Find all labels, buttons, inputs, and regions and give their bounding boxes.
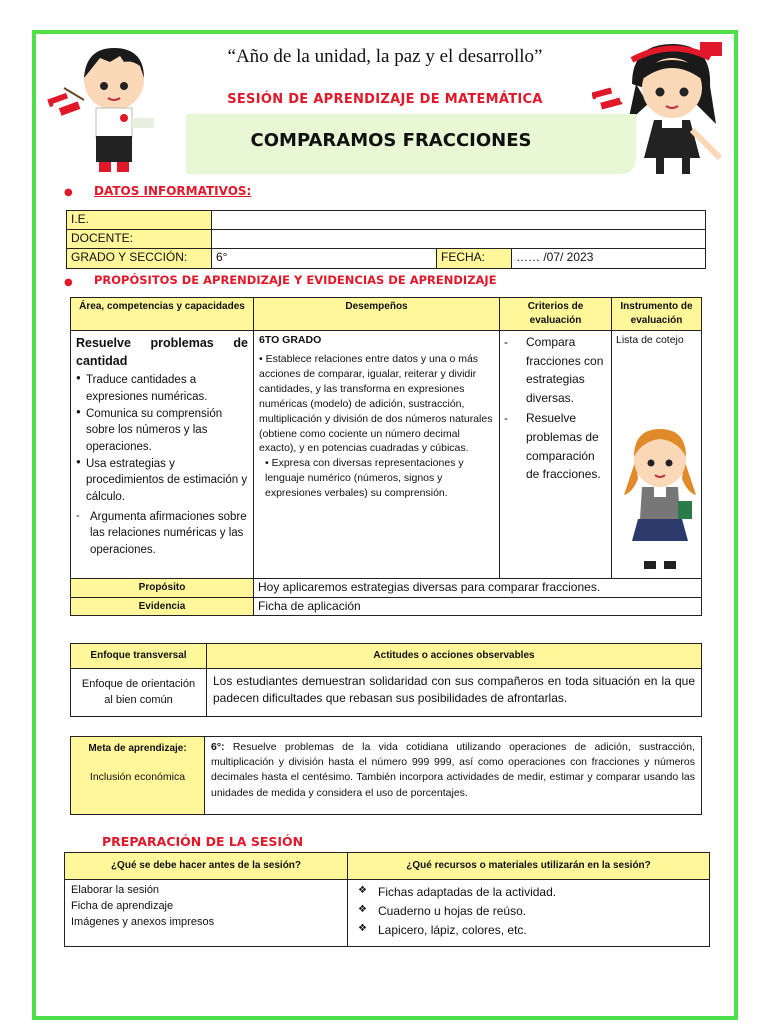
capacidad-dash-list: [76, 509, 248, 559]
evidencia-value: Ficha de aplicación: [254, 597, 702, 616]
col-actitudes: Actitudes o acciones observables: [207, 644, 702, 669]
proposito-value: Hoy aplicaremos estrategias diversas para comparar fracciones.: [254, 579, 702, 598]
preparacion-heading: PREPARACIÓN DE LA SESIÓN: [102, 834, 304, 849]
col-enfoque: Enfoque transversal: [71, 644, 207, 669]
col-instrumento: Instrumento de evaluación: [612, 298, 702, 331]
meta-grade: 6°:: [211, 741, 225, 753]
docente-label: DOCENTE:: [67, 230, 212, 249]
datos-table: [66, 210, 706, 269]
ie-label: I.E.: [67, 211, 212, 230]
ie-value[interactable]: [212, 211, 706, 230]
meta-sublabel: Inclusión económica: [89, 770, 186, 783]
instrumento-value: Lista de cotejo: [616, 334, 684, 346]
evidencia-label: Evidencia: [71, 597, 254, 616]
meta-label: Meta de aprendizaje:: [88, 743, 187, 754]
desempeno-2: • Expresa con diversas representaciones y lenguaje numérico (números, signos y expresiones verbales) su comprensión.: [265, 457, 464, 500]
list-item: Ficha de aprendizaje: [71, 899, 174, 912]
list-item: ● Traduce cantidades a expresiones numéricas.: [76, 372, 248, 405]
fecha-label: FECHA:: [437, 249, 512, 269]
preparacion-table: [64, 852, 710, 947]
recursos-list: [352, 884, 705, 939]
actitud-value: Los estudiantes demuestran solidaridad con sus compañeros en toda situación en la que padecen dificultades que rebasan sus posibilidades de afrontarlas.: [207, 669, 702, 717]
criterio-1: - Compara fracciones con estrategias diversas.: [504, 335, 604, 405]
meta-text-cell: [205, 737, 702, 815]
recursos-cell: [348, 880, 710, 947]
col-antes: ¿Qué se debe hacer antes de la sesión?: [65, 853, 348, 880]
enfoque-table: [70, 643, 702, 717]
proposito-label: Propósito: [71, 579, 254, 598]
grado-title: 6TO GRADO: [259, 334, 322, 346]
meta-label-cell: [71, 737, 205, 815]
page-frame: [32, 30, 738, 1020]
list-item: ● Usa estrategias y procedimientos de estimación y cálculo.: [76, 456, 248, 506]
meta-table: [70, 736, 702, 815]
datos-heading: DATOS INFORMATIVOS:: [94, 184, 252, 198]
area-cell: [71, 331, 254, 579]
propositos-heading: PROPÓSITOS DE APRENDIZAJE Y EVIDENCIAS DE APRENDIZAJE: [94, 273, 497, 287]
fecha-value: …… /07/ 2023: [512, 249, 706, 269]
criterio-2: - Resuelve problemas de comparación de fracciones.: [504, 411, 601, 482]
section-bullet: ●: [64, 277, 73, 288]
capacidades-list: [76, 372, 248, 505]
competencia: Resuelve problemas de cantidad: [76, 336, 248, 369]
col-desempenos: Desempeños: [254, 298, 500, 331]
list-item: Elaborar la sesión: [71, 884, 160, 896]
list-item: ❖ Cuaderno u hojas de reúso.: [352, 903, 705, 919]
docente-value[interactable]: [212, 230, 706, 249]
grado-value: 6°: [212, 249, 437, 269]
grado-label: GRADO Y SECCIÓN:: [67, 249, 212, 269]
desempenos-cell: [254, 331, 500, 579]
col-criterios: Criterios de evaluación: [500, 298, 612, 331]
propositos-table: [70, 297, 702, 616]
instrumento-cell: [612, 331, 702, 579]
schoolgirl-illustration: [618, 423, 702, 573]
col-recursos: ¿Qué recursos o materiales utilizarán en la sesión?: [348, 853, 710, 880]
list-item: ● Comunica su comprensión sobre los números y las operaciones.: [76, 406, 248, 456]
section-bullet: ●: [64, 187, 73, 198]
motto: “Año de la unidad, la paz y el desarrollo”: [227, 46, 543, 67]
list-item: ❖ Lapicero, lápiz, colores, etc.: [352, 922, 705, 938]
antes-cell: [65, 880, 348, 947]
desempeno-1: • Establece relaciones entre datos y una o más acciones de comparar, igualar, reiterar y dividir cantidades, y las transforma en expresiones numéricas (modelo) de adición, sustracción, multiplicación y división de dos números naturales (obtiene como cociente un número decimal exacto), y en potencias cuadradas y cúbicas.: [259, 353, 493, 455]
criterios-cell: [500, 331, 612, 579]
col-area: Área, competencias y capacidades: [71, 298, 254, 331]
enfoque-value: Enfoque de orientación al bien común: [71, 669, 207, 717]
list-item: ❖ Fichas adaptadas de la actividad.: [352, 884, 705, 900]
list-item: Imágenes y anexos impresos: [71, 915, 215, 928]
meta-text: Resuelve problemas de la vida cotidiana utilizando operaciones de adición, sustracción, multiplicación y división hasta el número 999 999, así como operaciones con fracciones y números decimales hasta el centésimo. También incorpora actividades de medir, estimar y comparar usando las unidades de medida y considera el uso de porcentajes.: [211, 741, 695, 799]
page-title: COMPARAMOS FRACCIONES: [250, 130, 532, 151]
session-type: SESIÓN DE APRENDIZAJE DE MATEMÁTICA: [227, 92, 543, 107]
list-item: - Argumenta afirmaciones sobre las relaciones numéricas y las operaciones.: [76, 509, 248, 559]
